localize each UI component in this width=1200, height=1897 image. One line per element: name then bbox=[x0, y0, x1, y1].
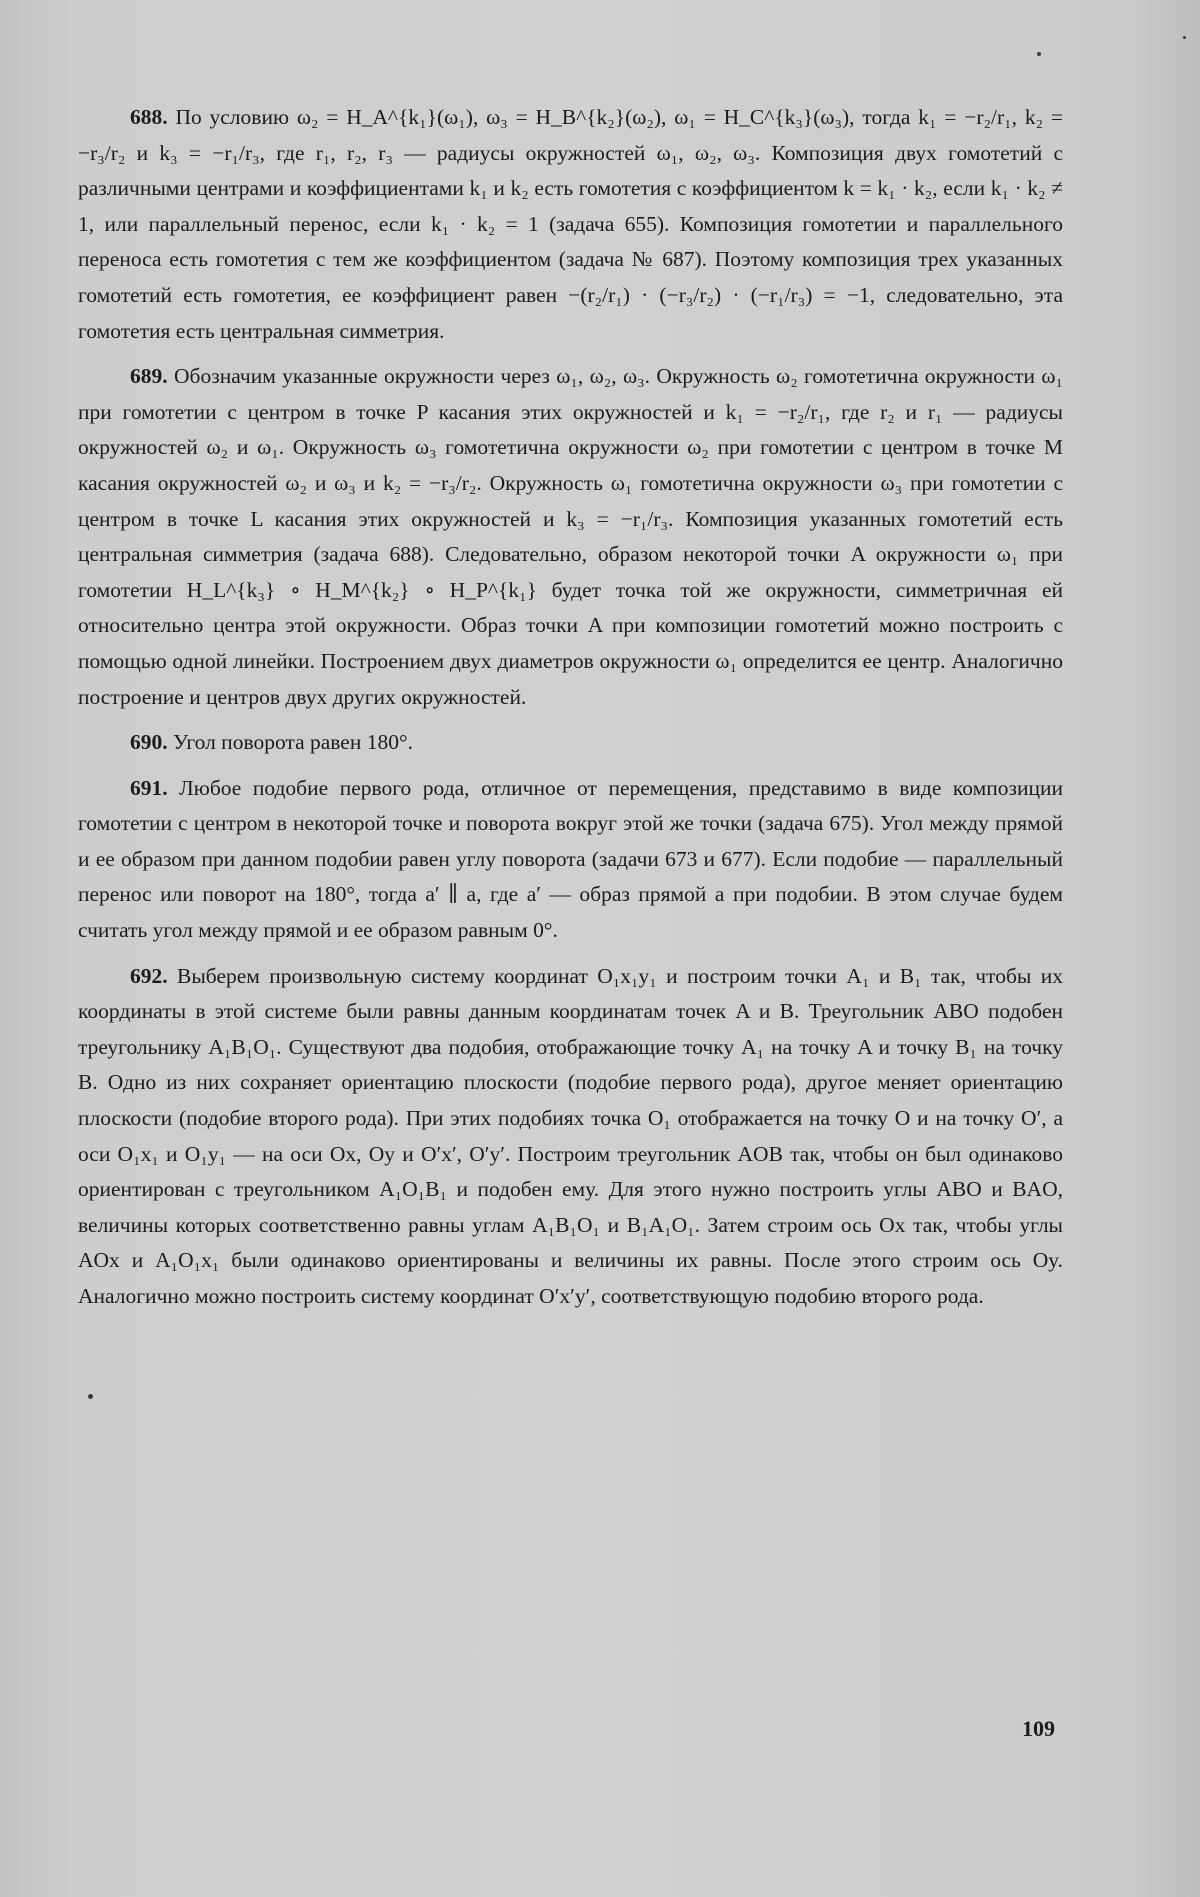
paragraph-691 bbox=[78, 771, 1063, 949]
paragraph-text-688: По условию ω₂ = H_A^{k₁}(ω₁), ω₃ = H_B^{k₂}(ω₂), ω₁ = H_C^{k₃}(ω₃), тогда k₁ = −r₂/r₁, k₂ = −r₃/r₂ и k₃ = −r₁/r₃, где r₁, r₂, r₃ — радиусы окружностей ω₁, ω₂, ω₃. Композиция двух гомотетий с различными центрами и коэффициентами k₁ и k₂ есть гомотетия с коэффициентом k = k₁ · k₂, если k₁ · k₂ ≠ 1, или параллельный перенос, если k₁ · k₂ = 1 (задача 655). Композиция гомотетии и параллельного переноса есть гомотетия с тем же коэффициентом (задача № 687). Поэтому композиция трех указанных гомотетий есть гомотетия, ее коэффициент равен −(r₂/r₁) · (−r₃/r₂) · (−r₁/r₃) = −1, следовательно, эта гомотетия есть центральная симметрия. bbox=[78, 105, 1064, 343]
problem-number-691: 691. bbox=[130, 775, 168, 800]
problem-number-688: 688. bbox=[130, 105, 168, 129]
problem-number-689: 689. bbox=[130, 364, 168, 389]
page-body-text bbox=[78, 100, 1063, 1315]
paragraph-688 bbox=[78, 100, 1063, 349]
problem-number-690: 690. bbox=[130, 730, 168, 755]
paragraph-689 bbox=[78, 359, 1063, 715]
paragraph-text-689: Обозначим указанные окружности через ω₁, ω₂, ω₃. Окружность ω₂ гомотетична окружности ω₁ при гомотетии с центром в точке P касания этих окружностей и k₁ = −r₂/r₁, где r₂ и r₁ — радиусы окружностей ω₂ и ω₁. Окружность ω₃ гомотетична окружности ω₂ при гомотетии с центром в точке M касания окружностей ω₂ и ω₃ и k₂ = −r₃/r₂. Окружность ω₁ гомотетична окружности ω₃ при гомотетии с центром в точке L касания этих окружностей и k₃ = −r₁/r₃. Композиция указанных гомотетий есть центральная симметрия (задача 688). Следовательно, образом некоторой точки A окружности ω₁ при гомотетии H_L^{k₃} ∘ H_M^{k₂} ∘ H_P^{k₁} будет точка той же окружности, симметричная ей относительно центра этой окружности. Образ точки A при композиции гомотетий можно построить с помощью одной линейки. Построением двух диаметров окружности ω₁ определится ее центр. Аналогично построение и центров двух других окружностей. bbox=[78, 364, 1063, 709]
problem-number-692: 692. bbox=[130, 963, 168, 988]
paragraph-text-691: Любое подобие первого рода, отличное от перемещения, представимо в виде композиции гомотетии с центром в некоторой точке и поворота вокруг этой же точки (задача 675). Угол между прямой и ее образом при данном подобии равен углу поворота (задачи 673 и 677). Если подобие — параллельный перенос или поворот на 180°, тогда a′ ∥ a, где a′ — образ прямой a при подобии. В этом случае будем считать угол между прямой и ее образом равным 0°. bbox=[78, 775, 1064, 943]
scan-speck bbox=[1183, 36, 1186, 39]
paragraph-text-692: Выберем произвольную систему координат O₁x₁y₁ и построим точки A₁ и B₁ так, чтобы их координаты в этой системе были равны данным координатам точек A и B. Треугольник ABO подобен треугольнику A₁B₁O₁. Существуют два подобия, отображающие точку A₁ на точку A и точку B₁ на точку B. Одно из них сохраняет ориентацию плоскости (подобие первого рода), другое меняет ориентацию плоскости (подобие второго рода). При этих подобиях точка O₁ отображается на точку O и на точку O′, а оси O₁x₁ и O₁y₁ — на оси Ox, Oy и O′x′, O′y′. Построим треугольник AOB так, чтобы он был одинаково ориентирован с треугольником A₁O₁B₁ и подобен ему. Для этого нужно построить углы ABO и BAO, величины которых соответственно равны углам A₁B₁O₁ и B₁A₁O₁. Затем строим ось Ox так, чтобы углы AOx и A₁O₁x₁ были одинаково ориентированы и величины их равны. После этого строим ось Oy. Аналогично можно построить систему координат O′x′y′, соответствующую подобию второго рода. bbox=[78, 963, 1063, 1308]
page-number: 109 bbox=[1022, 1716, 1055, 1741]
scan-speck bbox=[88, 1394, 93, 1399]
paragraph-text-690: Угол поворота равен 180°. bbox=[173, 730, 413, 755]
paragraph-690 bbox=[78, 725, 1063, 761]
paragraph-692 bbox=[78, 959, 1063, 1315]
scan-speck bbox=[1037, 52, 1041, 56]
